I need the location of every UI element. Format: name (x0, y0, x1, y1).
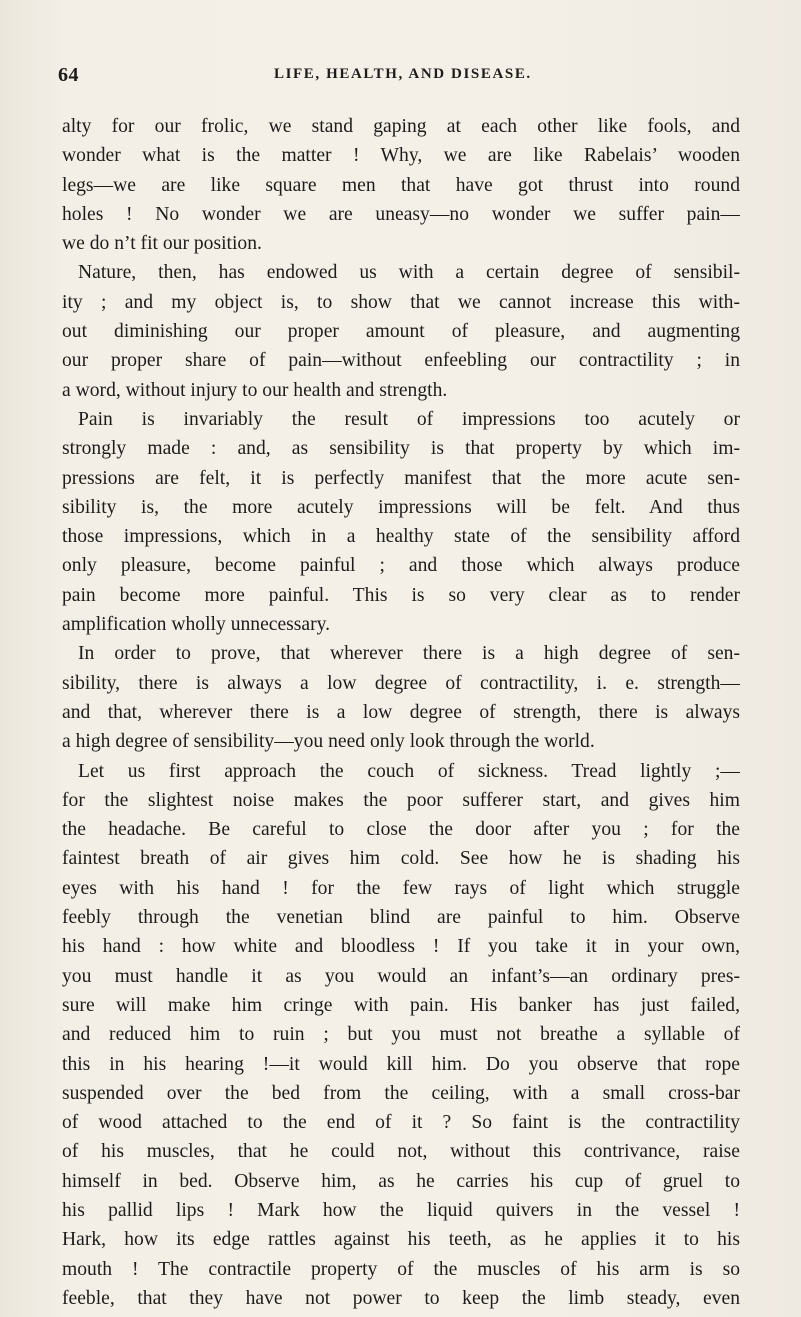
text-line: a high degree of sensibility—you need only look through the world. (62, 731, 595, 753)
text-line: feebly through the venetian blind are painful to him. Observe (62, 907, 740, 929)
text-line: of his muscles, that he could not, without this contrivance, raise (62, 1141, 740, 1163)
text-line: himself in bed. Observe him, as he carries his cup of gruel to (62, 1170, 740, 1192)
text-line: you must handle it as you would an infant’s—an ordinary pres- (62, 965, 740, 987)
text-line: wonder what is the matter ! Why, we are like Rabelais’ wooden (62, 145, 740, 167)
text-line: mouth ! The contractile property of the muscles of his arm is so (62, 1258, 740, 1280)
text-line: In order to prove, that wherever there is a high degree of sen- (78, 643, 740, 665)
text-line: out diminishing our proper amount of pleasure, and augmenting (62, 321, 740, 343)
text-line: eyes with his hand ! for the few rays of light which struggle (62, 877, 740, 899)
text-line: only pleasure, become painful ; and those which always produce (62, 555, 740, 577)
text-line: his hand : how white and bloodless ! If you take it in your own, (62, 936, 740, 958)
text-line: Let us first approach the couch of sickness. Tread lightly ;— (78, 760, 740, 782)
text-line: for the slightest noise makes the poor sufferer start, and gives him (62, 789, 740, 811)
text-line: pain become more painful. This is so very clear as to render (62, 584, 740, 606)
text-line: Hark, how its edge rattles against his teeth, as he applies it to his (62, 1229, 740, 1251)
text-line: his pallid lips ! Mark how the liquid quivers in the vessel ! (62, 1199, 740, 1221)
text-line: sibility is, the more acutely impressions will be felt. And thus (62, 496, 740, 518)
text-line: a word, without injury to our health and strength. (62, 379, 448, 401)
text-line: sibility, there is always a low degree of contractility, i. e. strength— (62, 672, 740, 694)
text-line: we do n’t fit our position. (62, 233, 262, 255)
text-line: this in his hearing !—it would kill him. Do you observe that rope (62, 1053, 740, 1075)
text-line: Pain is invariably the result of impressions too acutely or (78, 408, 740, 430)
text-line: sure will make him cringe with pain. His banker has just failed, (62, 994, 740, 1016)
text-line: faintest breath of air gives him cold. See how he is shading his (62, 848, 740, 870)
running-title: LIFE, HEALTH, AND DISEASE. (274, 66, 532, 82)
text-line: legs—we are like square men that have got thrust into round (62, 174, 740, 196)
text-line: suspended over the bed from the ceiling, with a small cross-bar (62, 1082, 740, 1104)
text-line: pressions are felt, it is perfectly manifest that the more acute sen- (62, 467, 740, 489)
text-line: holes ! No wonder we are uneasy—no wonder we suffer pain— (62, 203, 740, 225)
text-line: Nature, then, has endowed us with a certain degree of sensibil- (78, 262, 740, 284)
text-line: and that, wherever there is a low degree of strength, there is always (62, 701, 740, 723)
text-line: strongly made : and, as sensibility is that property by which im- (62, 438, 740, 460)
page-header (58, 64, 761, 88)
text-line: and reduced him to ruin ; but you must not breathe a syllable of (62, 1024, 740, 1046)
page-number: 64 (58, 64, 79, 86)
text-line: ity ; and my object is, to show that we cannot increase this with- (62, 291, 740, 313)
text-line: alty for our frolic, we stand gaping at each other like fools, and (62, 116, 740, 137)
body-text (62, 112, 740, 1313)
text-line: the headache. Be careful to close the door after you ; for the (62, 819, 740, 841)
text-line: our proper share of pain—without enfeebling our contractility ; in (62, 350, 740, 372)
text-line: amplification wholly unnecessary. (62, 614, 331, 636)
text-line: of wood attached to the end of it ? So faint is the contractility (62, 1112, 740, 1134)
text-line: feeble, that they have not power to keep the limb steady, even (62, 1287, 740, 1309)
text-line: those impressions, which in a healthy state of the sensibility afford (62, 526, 740, 548)
